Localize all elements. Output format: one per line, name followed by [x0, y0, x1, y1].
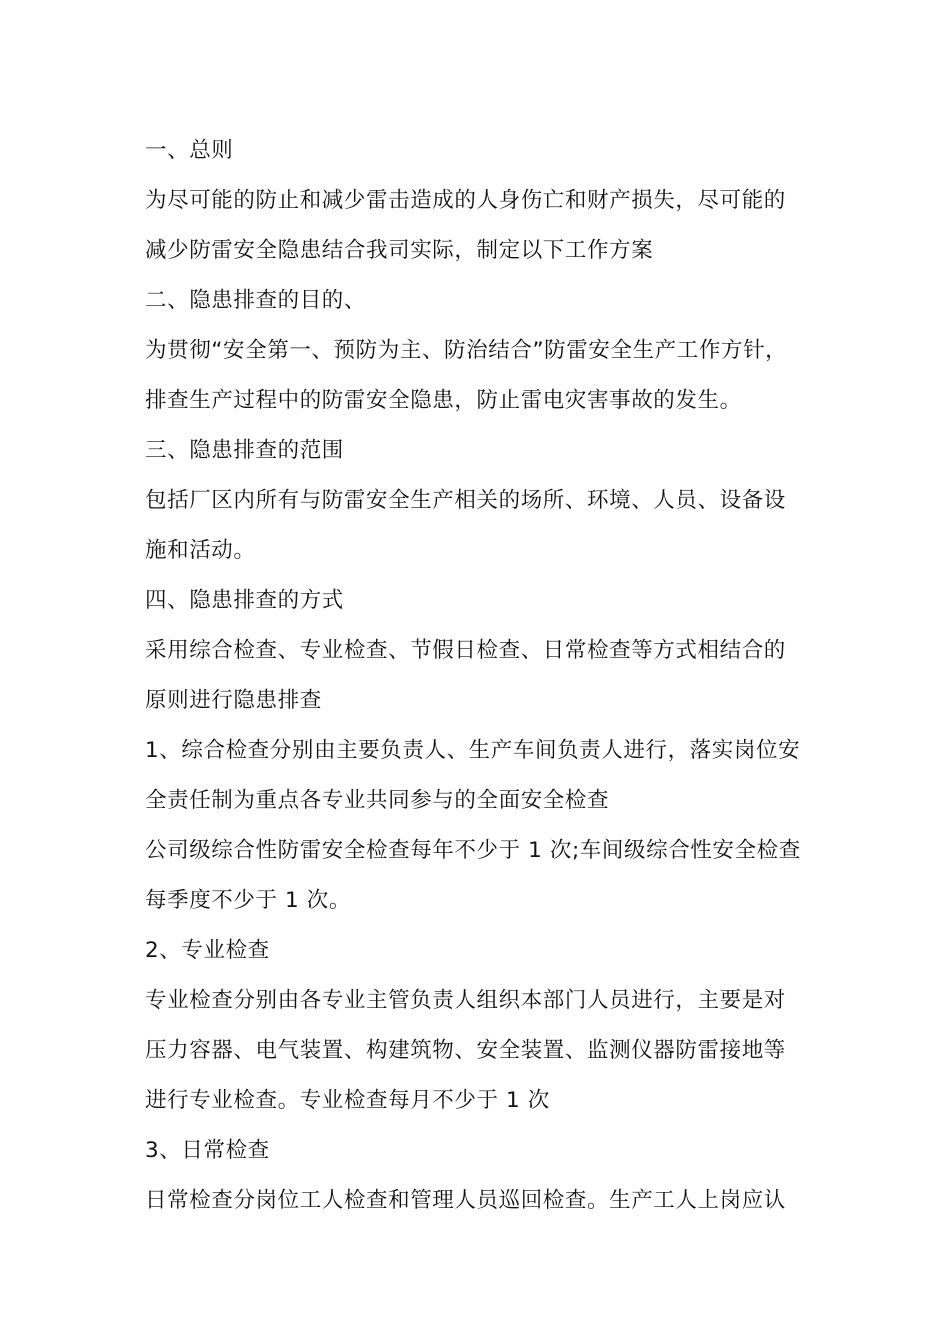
paragraph-line: 全责任制为重点各专业共同参与的全面安全检查: [145, 788, 610, 813]
paragraph-line: 排查生产过程中的防雷安全隐患，防止雷电灾害事故的发生。: [145, 388, 742, 413]
section-heading-scope: 三、隐患排查的范围: [145, 438, 344, 463]
section-heading-purpose: 二、隐患排查的目的、: [145, 288, 367, 313]
list-item-daily-inspection: 3、日常检查: [145, 1138, 270, 1163]
list-item-professional-inspection: 2、专业检查: [145, 938, 270, 963]
section-heading-method: 四、隐患排查的方式: [145, 588, 344, 613]
paragraph-line: 包括厂区内所有与防雷安全生产相关的场所、环境、人员、设备设: [145, 488, 786, 513]
paragraph-line: 为尽可能的防止和减少雷击造成的人身伤亡和财产损失，尽可能的: [145, 188, 786, 213]
paragraph-line: 每季度不少于 1 次。: [145, 888, 351, 913]
paragraph-line: 为贯彻“安全第一、预防为主、防治结合”防雷安全生产工作方针，: [145, 338, 788, 363]
paragraph-line: 采用综合检查、专业检查、节假日检查、日常检查等方式相结合的: [145, 638, 786, 663]
paragraph-line: 压力容器、电气装置、构建筑物、安全装置、监测仪器防雷接地等: [145, 1038, 786, 1063]
list-item-comprehensive-inspection: 1、综合检查分别由主要负责人、生产车间负责人进行，落实岗位安: [145, 738, 801, 763]
paragraph-line: 施和活动。: [145, 538, 256, 563]
paragraph-line: 原则进行隐患排查: [145, 688, 322, 713]
paragraph-line: 日常检查分岗位工人检查和管理人员巡回检查。生产工人上岗应认: [145, 1188, 786, 1213]
paragraph-line: 减少防雷安全隐患结合我司实际，制定以下工作方案: [145, 238, 654, 263]
document-body: [145, 126, 825, 1226]
paragraph-line: 专业检查分别由各专业主管负责人组织本部门人员进行，主要是对: [145, 988, 786, 1013]
paragraph-line: 进行专业检查。专业检查每月不少于 1 次: [145, 1088, 550, 1113]
paragraph-line: 公司级综合性防雷安全检查每年不少于 1 次;车间级综合性安全检查: [145, 838, 801, 863]
section-heading-general: 一、总则: [145, 138, 234, 163]
